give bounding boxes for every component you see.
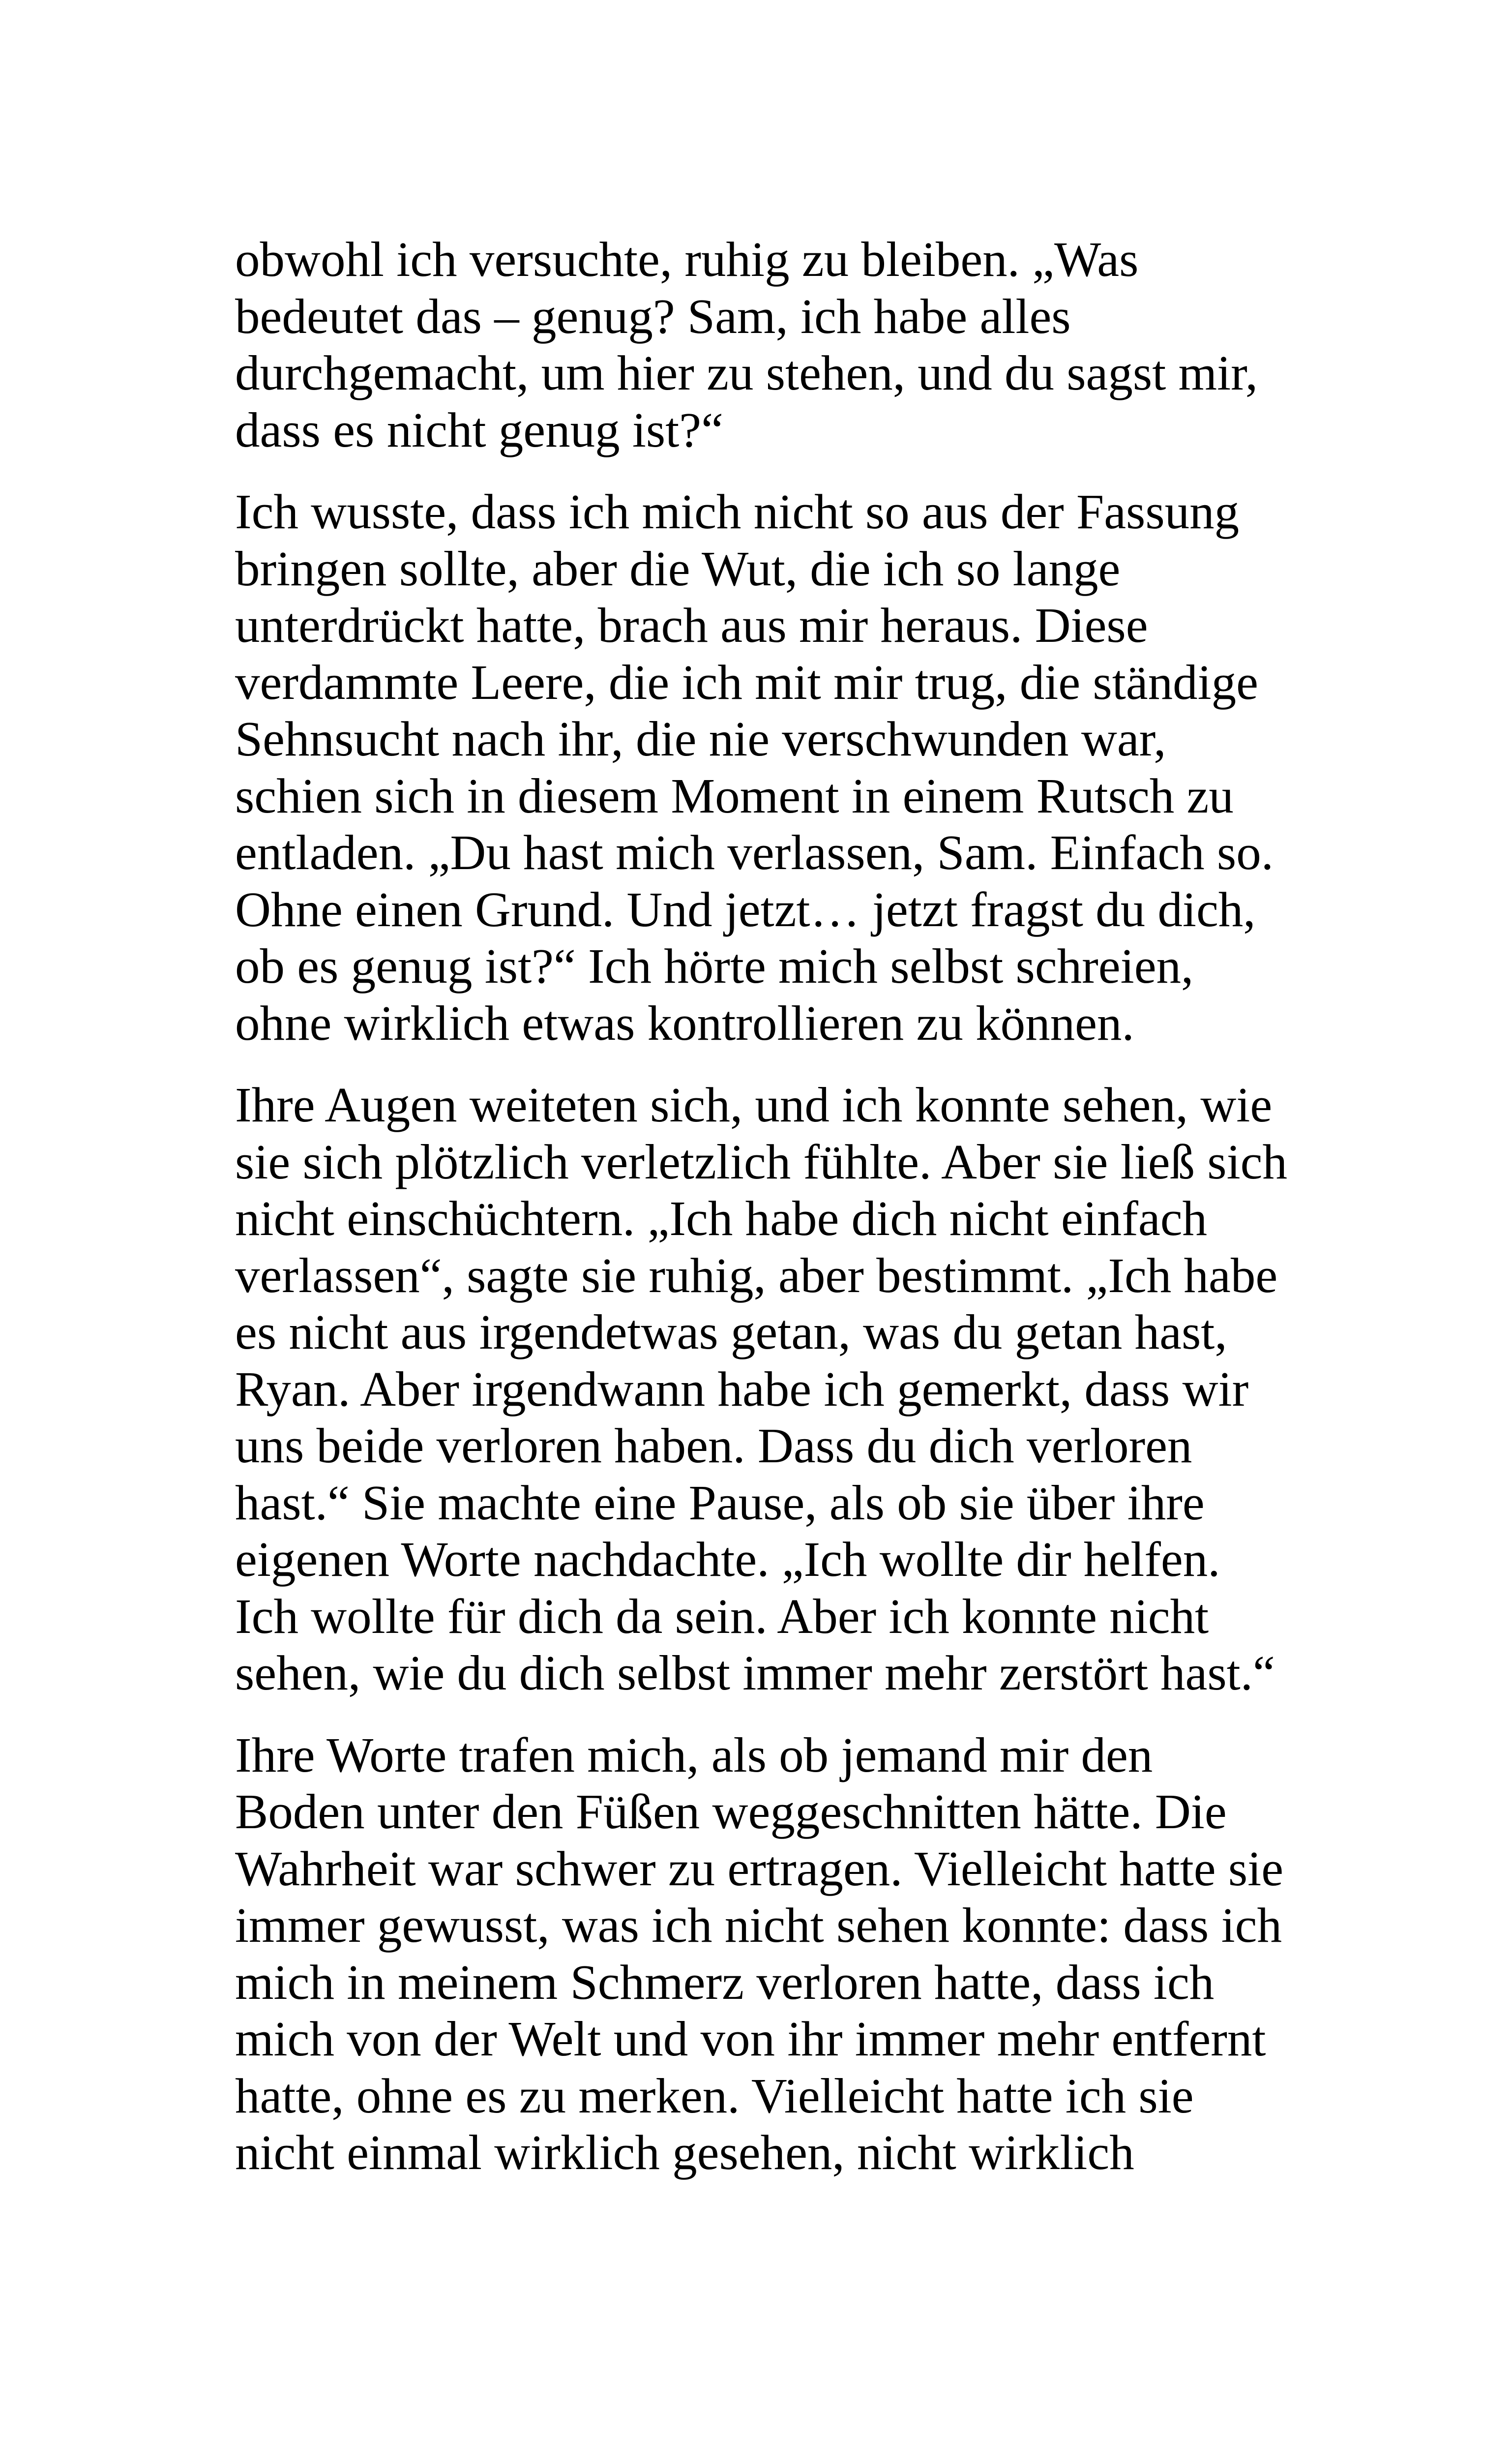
text-line: sehen, wie du dich selbst immer mehr zerstört hast.“ [235,1645,1275,1700]
text-line: ob es genug ist?“ Ich hörte mich selbst schreien, [235,938,1194,994]
text-line: immer gewusst, was ich nicht sehen konnte: dass ich [235,1898,1282,1953]
text-line: nicht einschüchtern. „Ich habe dich nicht einfach [235,1191,1208,1246]
text-line: mich in meinem Schmerz verloren hatte, dass ich [235,1954,1215,2010]
paragraph-4 [235,1727,1287,2181]
text-line: hast.“ Sie machte eine Pause, als ob sie über ihre [235,1475,1205,1530]
text-line: Boden unter den Füßen weggeschnitten hätte. Die [235,1784,1227,1839]
text-line: Wahrheit war schwer zu ertragen. Vielleicht hatte sie [235,1840,1284,1896]
text-line: verdammte Leere, die ich mit mir trug, die ständige [235,654,1259,710]
text-line: sie sich plötzlich verletzlich fühlte. Aber sie ließ sich [235,1134,1287,1189]
text-line: bedeutet das – genug? Sam, ich habe alles [235,288,1071,344]
text-line: es nicht aus irgendetwas getan, was du getan hast, [235,1304,1227,1359]
text-line: Ryan. Aber irgendwann habe ich gemerkt, dass wir [235,1361,1249,1417]
body-text [235,231,1287,2206]
text-line: obwohl ich versuchte, ruhig zu bleiben. „Was [235,232,1139,287]
text-line: Ihre Worte trafen mich, als ob jemand mir den [235,1727,1153,1782]
text-line: Ich wollte für dich da sein. Aber ich konnte nicht [235,1588,1209,1644]
text-line: hatte, ohne es zu merken. Vielleicht hatte ich sie [235,2068,1194,2123]
text-line: mich von der Welt und von ihr immer mehr entfernt [235,2011,1266,2066]
text-line: Ich wusste, dass ich mich nicht so aus der Fassung [235,484,1240,539]
paragraph-2 [235,483,1287,1052]
text-line: durchgemacht, um hier zu stehen, und du sagst mir, [235,345,1258,400]
text-line: entladen. „Du hast mich verlassen, Sam. Einfach so. [235,825,1274,880]
text-line: verlassen“, sagte sie ruhig, aber bestimmt. „Ich habe [235,1247,1278,1303]
text-line: Sehnsucht nach ihr, die nie verschwunden war, [235,711,1166,766]
text-line: nicht einmal wirklich gesehen, nicht wirklich [235,2125,1134,2180]
text-line: unterdrückt hatte, brach aus mir heraus. Diese [235,598,1148,653]
text-line: dass es nicht genug ist?“ [235,402,723,457]
paragraph-3 [235,1077,1287,1702]
text-line: Ihre Augen weiteten sich, und ich konnte sehen, wie [235,1077,1273,1132]
text-line: uns beide verloren haben. Dass du dich verloren [235,1418,1192,1473]
paragraph-1 [235,231,1287,458]
text-line: ohne wirklich etwas kontrollieren zu können. [235,995,1134,1051]
text-line: bringen sollte, aber die Wut, die ich so lange [235,541,1121,596]
text-line: Ohne einen Grund. Und jetzt… jetzt fragst du dich, [235,881,1256,937]
text-line: eigenen Worte nachdachte. „Ich wollte dir helfen. [235,1532,1220,1587]
text-line: schien sich in diesem Moment in einem Rutsch zu [235,768,1234,823]
